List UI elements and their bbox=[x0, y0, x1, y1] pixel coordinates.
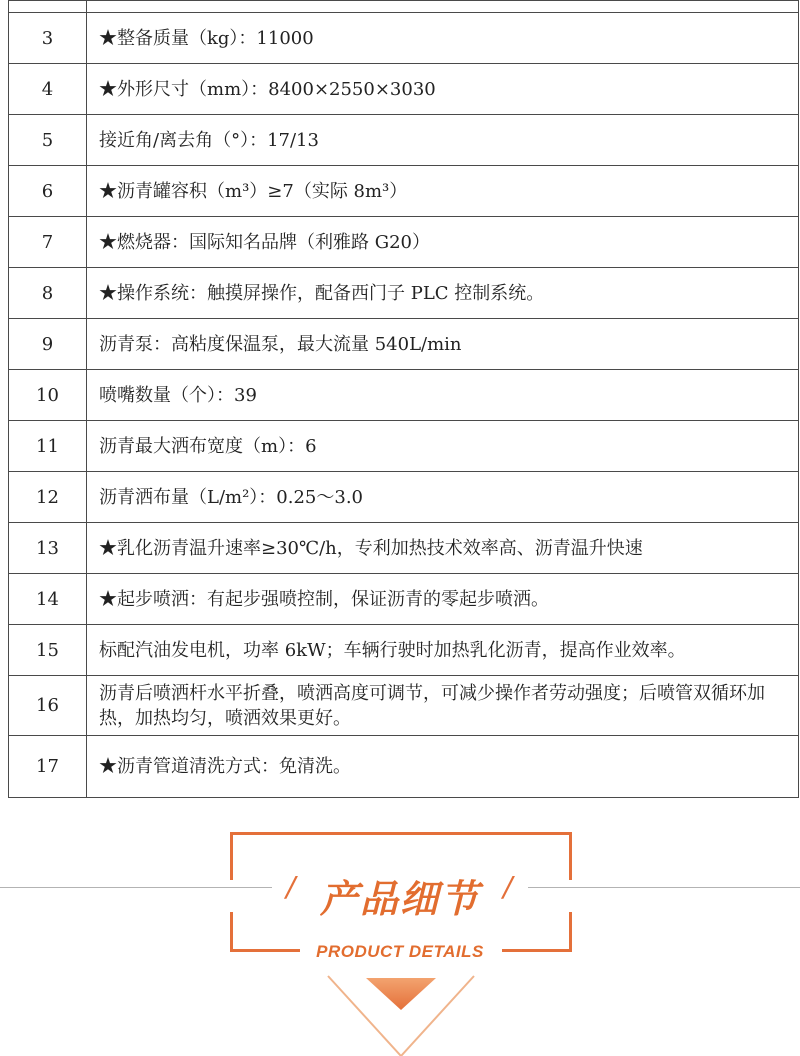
table-row bbox=[9, 115, 799, 166]
row-number: 4 bbox=[9, 64, 87, 115]
row-number: 16 bbox=[9, 676, 87, 736]
row-spec-text: ★沥青管道清洗方式：免清洗。 bbox=[87, 736, 799, 798]
row-number: 6 bbox=[9, 166, 87, 217]
row-spec-text: 沥青最大洒布宽度（m）：6 bbox=[87, 421, 799, 472]
row-number: 8 bbox=[9, 268, 87, 319]
row-number: 7 bbox=[9, 217, 87, 268]
row-number: 12 bbox=[9, 472, 87, 523]
row-number: 9 bbox=[9, 319, 87, 370]
table-cell-number bbox=[9, 1, 87, 13]
row-number: 10 bbox=[9, 370, 87, 421]
table-row bbox=[9, 676, 799, 736]
row-spec-text: ★乳化沥青温升速率≥30℃/h，专利加热技术效率高、沥青温升快速 bbox=[87, 523, 799, 574]
chevron-down-icon bbox=[0, 970, 800, 1056]
row-spec-text: ★操作系统：触摸屏操作，配备西门子 PLC 控制系统。 bbox=[87, 268, 799, 319]
section-title-en: PRODUCT DETAILS bbox=[316, 942, 484, 961]
table-row bbox=[9, 736, 799, 798]
slash-left: / bbox=[286, 870, 296, 903]
table-row bbox=[9, 370, 799, 421]
section-title-cn: 产品细节 bbox=[319, 877, 480, 921]
row-spec-text: 喷嘴数量（个）：39 bbox=[87, 370, 799, 421]
row-spec-text: ★整备质量（kg）：11000 bbox=[87, 13, 799, 64]
row-number: 11 bbox=[9, 421, 87, 472]
row-number: 5 bbox=[9, 115, 87, 166]
table-row bbox=[9, 166, 799, 217]
table-row bbox=[9, 64, 799, 115]
row-number: 13 bbox=[9, 523, 87, 574]
row-spec-text: 沥青泵：高粘度保温泵，最大流量 540L/min bbox=[87, 319, 799, 370]
table-row bbox=[9, 421, 799, 472]
row-spec-text: 沥青洒布量（L/m²）：0.25～3.0 bbox=[87, 472, 799, 523]
row-number: 17 bbox=[9, 736, 87, 798]
table-row bbox=[9, 574, 799, 625]
row-spec-text: 接近角/离去角（°）：17/13 bbox=[87, 115, 799, 166]
table-row bbox=[9, 523, 799, 574]
row-spec-text: ★起步喷洒：有起步强喷控制，保证沥青的零起步喷洒。 bbox=[87, 574, 799, 625]
row-spec-text: 标配汽油发电机，功率 6kW；车辆行驶时加热乳化沥青，提高作业效率。 bbox=[87, 625, 799, 676]
row-number: 15 bbox=[9, 625, 87, 676]
table-row bbox=[9, 217, 799, 268]
row-spec-text: ★沥青罐容积（m³）≥7（实际 8m³） bbox=[87, 166, 799, 217]
row-spec-text: ★燃烧器：国际知名品牌（利雅路 G20） bbox=[87, 217, 799, 268]
spec-table bbox=[8, 0, 799, 798]
product-details-header bbox=[0, 820, 800, 1056]
row-spec-text: ★外形尺寸（mm）：8400×2550×3030 bbox=[87, 64, 799, 115]
table-cell-text bbox=[87, 1, 799, 13]
slash-right: / bbox=[503, 870, 513, 903]
table-row bbox=[9, 625, 799, 676]
row-number: 14 bbox=[9, 574, 87, 625]
table-row bbox=[9, 472, 799, 523]
table-row bbox=[9, 268, 799, 319]
table-row bbox=[9, 13, 799, 64]
table-row-partial bbox=[9, 1, 799, 13]
table-row bbox=[9, 319, 799, 370]
row-number: 3 bbox=[9, 13, 87, 64]
row-spec-text: 沥青后喷洒杆水平折叠，喷洒高度可调节，可减少操作者劳动强度；后喷管双循环加热，加热均匀，喷洒效果更好。 bbox=[87, 676, 799, 736]
